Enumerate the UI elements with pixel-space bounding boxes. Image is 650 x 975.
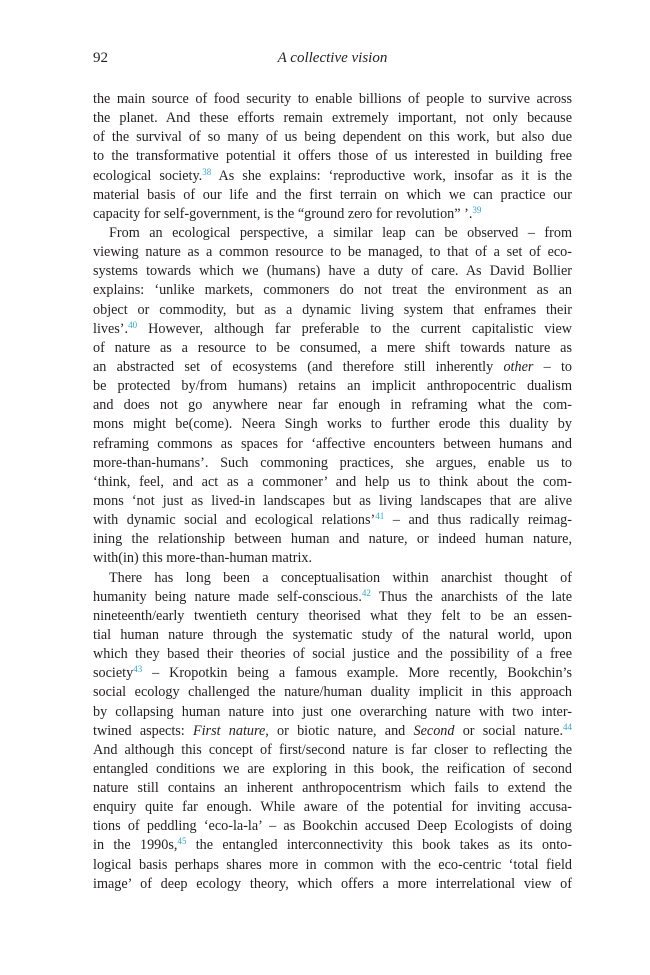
text-segment: object or commodity, but as a dynamic living system that enframes their [93, 301, 572, 318]
text-segment: mons might be(come). Neera Singh works to further erode this duality by [93, 416, 572, 433]
text-segment: be protected by/from humans) retains an implicit anthropocentric dualism [93, 378, 572, 395]
text-segment: humanity being nature made self-conscious. [93, 588, 362, 605]
text-segment: reframing commons as spaces for ‘affective encounters between humans and [93, 435, 572, 452]
text-line [93, 339, 572, 358]
footnote-reference: 38 [202, 166, 212, 177]
text-segment: There has long been a conceptualisation within anarchist thought of [109, 569, 572, 586]
text-line [93, 224, 572, 243]
text-line [93, 664, 572, 683]
text-line [93, 435, 572, 454]
text-line [93, 167, 572, 186]
text-segment: the planet. And these efforts remain extremely important, not only because [93, 110, 572, 127]
text-line [93, 875, 572, 894]
text-segment: capacity for self-government, is the “ground zero for revolution” ’. [93, 205, 473, 222]
text-line [93, 703, 572, 722]
text-segment: ecological society. [93, 167, 203, 184]
text-segment: by collapsing human nature into just one overarching nature with two inter- [93, 703, 572, 720]
text-line [93, 454, 572, 473]
text-segment: enquiry quite far enough. While aware of the potential for inviting accusa- [93, 799, 572, 816]
text-segment: lives’. [93, 320, 129, 337]
text-segment: in the 1990s, [93, 837, 178, 854]
text-segment: entangled conditions we are exploring in this book, the reification of second [93, 760, 572, 777]
text-segment: more-than-humans’. Such commoning practices, she argues, enable us to [93, 454, 572, 471]
text-segment: the main source of food security to enable billions of people to survive across [93, 91, 572, 107]
text-segment: with dynamic social and ecological relations’ [93, 512, 376, 529]
text-segment: And although this concept of first/second nature is far closer to reflecting the [93, 741, 572, 758]
text-segment: twined aspects: [93, 722, 193, 739]
text-line [93, 588, 572, 607]
text-line [93, 320, 572, 339]
text-line [93, 722, 572, 741]
text-segment: explains: ‘unlike markets, commoners do not treat the environment as an [93, 282, 572, 299]
text-segment: which they based their theories of social justice and the possibility of a free [93, 646, 572, 663]
text-line [93, 856, 572, 875]
italic-text: Second [413, 722, 455, 739]
text-segment: nature still contains an inherent anthropocentrism which fails to extend the [93, 780, 572, 797]
text-segment: material basis of our life and the first terrain on which we can practice our [93, 186, 572, 203]
text-segment: nineteenth/early twentieth century theorised what they felt to be an essen- [93, 607, 572, 624]
text-segment: the entangled interconnectivity this book takes as its onto- [186, 837, 573, 854]
text-segment: From an ecological perspective, a similar leap can be observed – from [109, 224, 572, 241]
text-segment: – and thus radically reimag- [384, 512, 572, 529]
text-line [93, 683, 572, 702]
footnote-reference: 45 [177, 836, 187, 847]
text-segment: systems towards which we (humans) have a duty of care. As David Bollier [93, 263, 572, 280]
text-segment: and does not go anywhere near far enough in reframing what the com- [93, 397, 572, 414]
text-line [93, 186, 572, 205]
text-line [93, 607, 572, 626]
text-segment: tial human nature through the systematic study of the natural world, upon [93, 626, 572, 643]
text-line [93, 281, 572, 300]
page-header [93, 48, 572, 72]
text-segment: or social nature. [454, 722, 564, 739]
text-line [93, 147, 572, 166]
text-line [93, 741, 572, 760]
footnote-reference: 42 [361, 587, 371, 598]
text-line [93, 492, 572, 511]
text-line [93, 530, 572, 549]
text-line [93, 358, 572, 377]
text-segment: tions of peddling ‘eco-la-la’ – as Bookchin accused Deep Ecologists of doing [93, 818, 572, 835]
text-segment: to the transformative potential it offers those of us interested in building free [93, 148, 572, 165]
text-segment: of nature as a resource to be consumed, a mere shift towards nature as [93, 339, 572, 356]
text-segment: However, although far preferable to the current capitalistic view [137, 320, 572, 337]
text-line [93, 798, 572, 817]
text-segment: ‘think, feel, and act as a commoner’ and help us to think about the com- [93, 473, 572, 490]
text-segment: viewing nature as a common resource to be managed, to that of a set of eco- [93, 244, 572, 261]
text-line [93, 549, 572, 568]
text-segment: image’ of deep ecology theory, which offers a more interrelational view of [93, 875, 572, 892]
footnote-reference: 44 [563, 721, 573, 732]
text-line [93, 415, 572, 434]
italic-text: First nature [192, 722, 266, 739]
text-line [93, 760, 572, 779]
footnote-reference: 41 [375, 511, 385, 522]
text-line [93, 128, 572, 147]
text-segment: an abstracted set of ecosystems (and therefore still inherently [93, 358, 504, 375]
text-line [93, 836, 572, 855]
text-line [93, 301, 572, 320]
text-line [93, 645, 572, 664]
footnote-reference: 43 [133, 664, 143, 675]
text-line [93, 205, 572, 224]
text-segment: social ecology challenged the nature/human duality implicit in this approach [93, 684, 572, 701]
text-line [93, 511, 572, 530]
text-line [93, 90, 572, 109]
text-line [93, 569, 572, 588]
text-line [93, 396, 572, 415]
text-segment: – Kropotkin being a famous example. More recently, Bookchin’s [142, 665, 572, 682]
text-line [93, 262, 572, 281]
text-line [93, 109, 572, 128]
text-line [93, 779, 572, 798]
text-line [93, 377, 572, 396]
text-segment: mons ‘not just as lived-in landscapes but as living landscapes that are alive [93, 492, 572, 509]
footnote-reference: 39 [472, 204, 482, 215]
text-segment: of the survival of so many of us being dependent on this work, but also due [93, 129, 572, 146]
text-segment: Thus the anarchists of the late [370, 588, 572, 605]
body-text [93, 90, 572, 894]
text-segment: logical basis perhaps shares more in common with the eco-centric ‘total field [93, 856, 572, 873]
text-line [93, 817, 572, 836]
text-line [93, 243, 572, 262]
running-head: A collective vision [277, 50, 388, 66]
text-segment: society [93, 665, 134, 682]
text-segment: ining the relationship between human and nature, or indeed human nature, [93, 531, 572, 548]
page-number: 92 [93, 50, 108, 66]
italic-text: other [503, 358, 534, 375]
text-segment: – to [533, 358, 572, 375]
text-line [93, 473, 572, 492]
text-segment: As she explains: ‘reproductive work, insofar as it is the [211, 167, 573, 184]
text-segment: , or biotic nature, and [265, 722, 414, 739]
text-segment: with(in) this more-than-human matrix. [93, 550, 313, 567]
text-line [93, 626, 572, 645]
footnote-reference: 40 [128, 319, 138, 330]
